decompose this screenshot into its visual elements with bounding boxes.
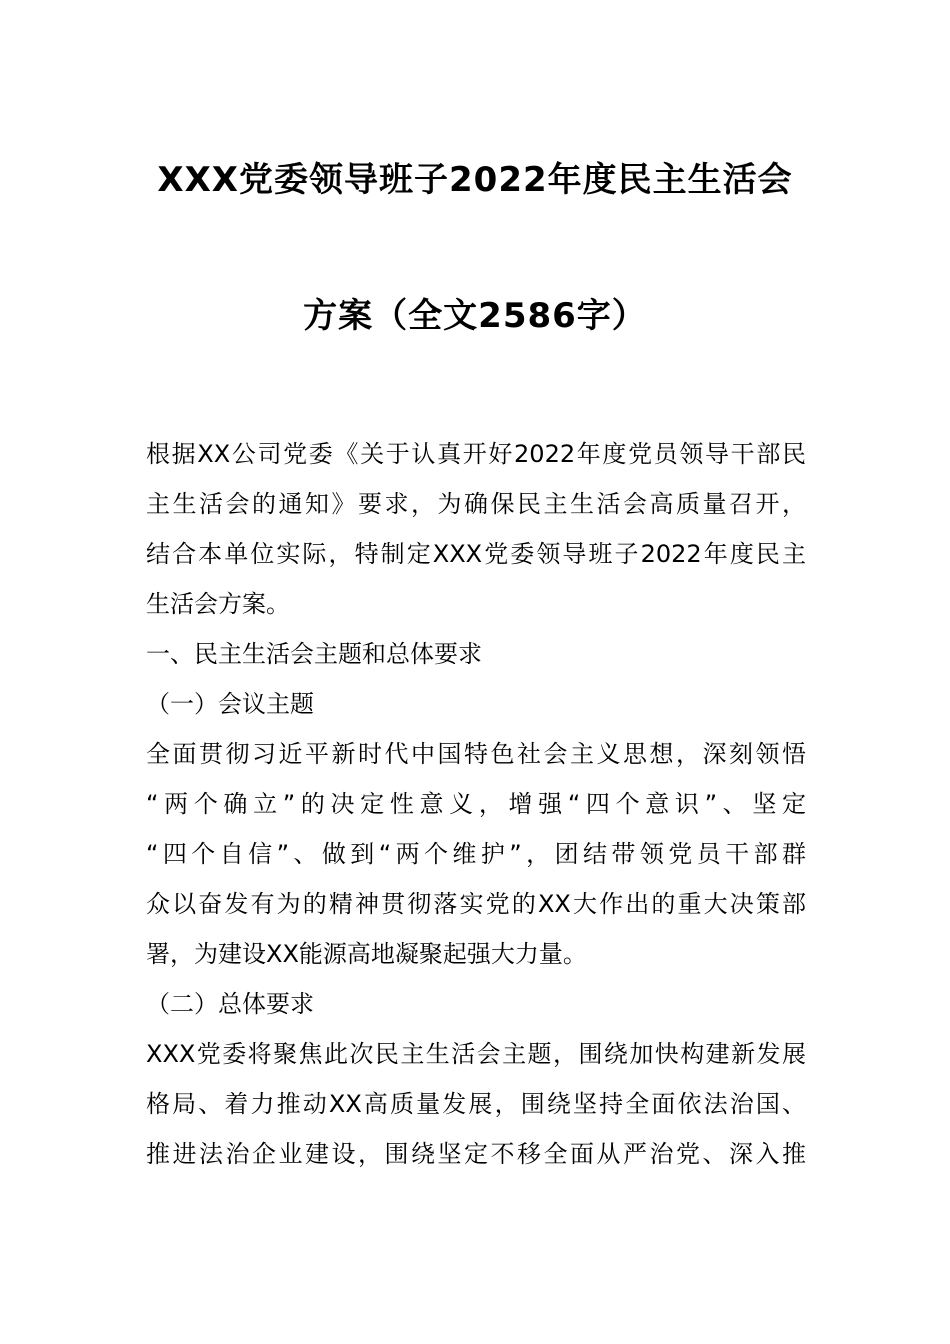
paragraph-line: 主生活会的通知》要求，为确保民主生活会高质量召开，: [146, 490, 806, 518]
paragraph-line: “两个确立”的决定性意义，增强“四个意识”、坚定: [146, 790, 806, 818]
paragraph-line: 格局、着力推动XX高质量发展，围绕坚持全面依法治国、: [146, 1090, 806, 1118]
paragraph-line: 全面贯彻习近平新时代中国特色社会主义思想，深刻领悟: [146, 740, 806, 768]
paragraph-line: XXX党委将聚焦此次民主生活会主题，围绕加快构建新发展: [146, 1040, 806, 1068]
paragraph-line: 推进法治企业建设，围绕坚定不移全面从严治党、深入推: [146, 1140, 806, 1168]
paragraph-line: 生活会方案。: [146, 590, 290, 618]
paragraph-line: 署，为建设XX能源高地凝聚起强大力量。: [146, 940, 587, 968]
subsection-heading: （一）会议主题: [146, 690, 314, 718]
document-title-line-1: XXX党委领导班子2022年度民主生活会: [157, 160, 793, 200]
subsection-heading: （二）总体要求: [146, 990, 314, 1018]
paragraph-line: 众以奋发有为的精神贯彻落实党的XX大作出的重大决策部: [146, 890, 806, 918]
paragraph-line: 根据XX公司党委《关于认真开好2022年度党员领导干部民: [146, 440, 806, 468]
paragraph-line: 结合本单位实际，特制定XXX党委领导班子2022年度民主: [146, 540, 806, 568]
section-heading: 一、民主生活会主题和总体要求: [146, 640, 482, 668]
document-title-line-2: 方案（全文2586字）: [303, 296, 647, 336]
paragraph-line: “四个自信”、做到“两个维护”，团结带领党员干部群: [146, 840, 806, 868]
